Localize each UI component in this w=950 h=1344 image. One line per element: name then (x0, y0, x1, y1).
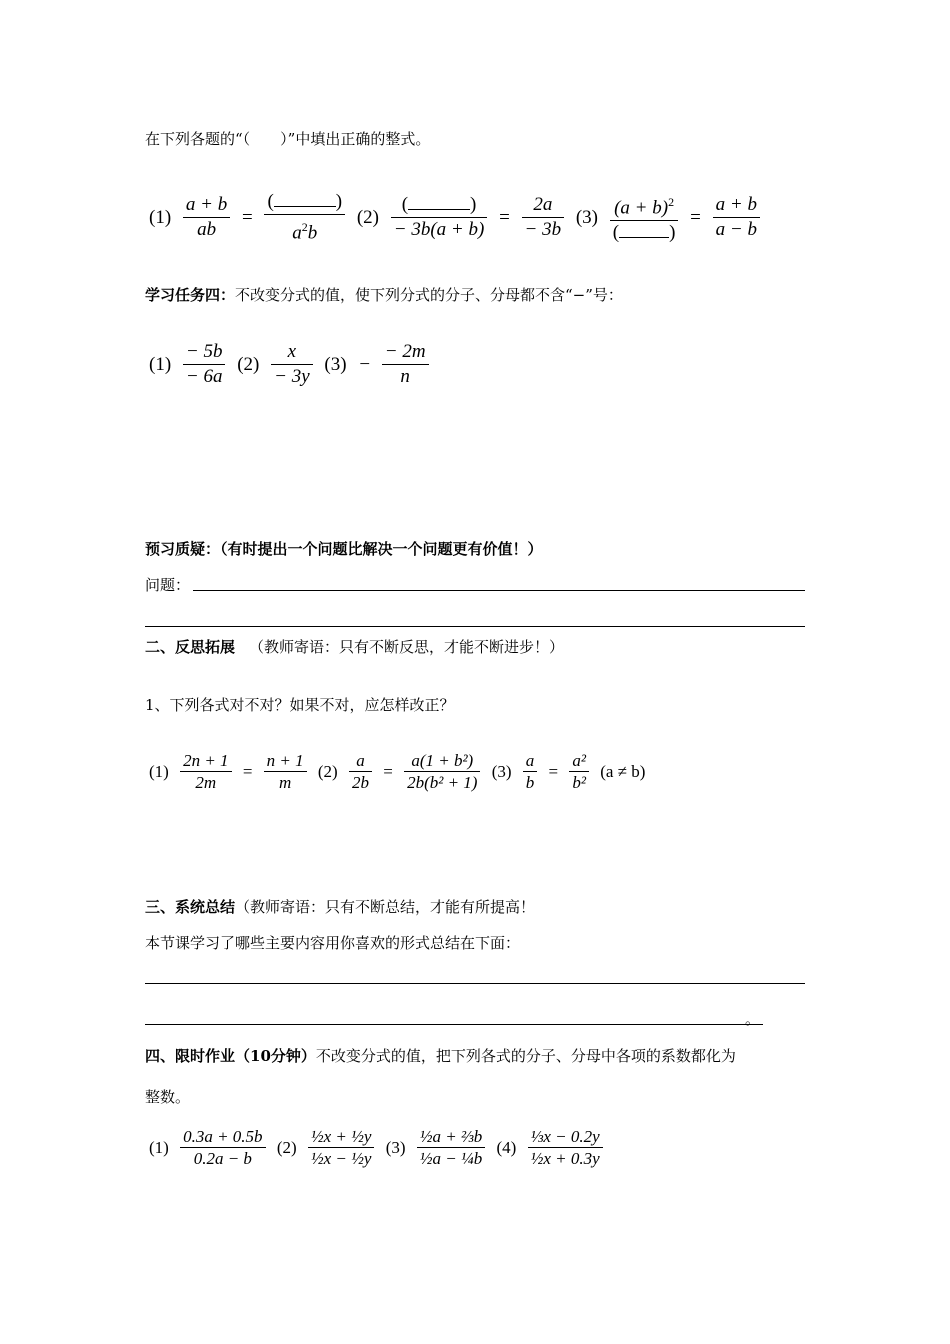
task-four-text: 不改变分式的值，使下列分式的分子、分母都不含“−”号： (235, 286, 623, 304)
homework-text-cont: 整数。 (145, 1088, 191, 1106)
fraction: $\frac{\text{a(1 + b²)}}{\text{2b(b² + 1)}}$ (404, 750, 480, 793)
reflection-heading (145, 636, 564, 657)
fraction: $\frac{- 5b}{- 6a}$ (183, 340, 226, 389)
item-label: (1) (149, 1137, 169, 1157)
fraction: $\frac{2n + 1}{2m}$ (180, 750, 231, 793)
reflection-title: 二、反思拓展 (145, 638, 236, 656)
homework-heading (145, 1045, 736, 1066)
equals-sign: = (241, 206, 253, 228)
preview-questions-title: 预习质疑：（有时提出一个问题比解决一个问题更有价值！） (145, 540, 543, 558)
fraction: $\frac{a + b}{ab}$ (183, 193, 230, 242)
condition: (a ≠ b) (600, 761, 646, 781)
fraction: $\frac{a}{2b}$ (349, 750, 372, 793)
fraction-with-blank: $\frac{( )}{- 3b(a + b)}$ (391, 193, 488, 242)
summary-heading (145, 896, 535, 917)
fraction-with-blank: $\frac{( )}{a^2b}$ (264, 190, 345, 245)
fraction: $\frac{0.3a + 0.5b}{0.2a - b}$ (180, 1126, 265, 1169)
fraction: $\frac{a}{b}$ (523, 750, 538, 793)
fraction: $\frac{\text{⅓x − 0.2y}}{\text{½x + 0.3y}}$ (528, 1126, 603, 1169)
item-label: (2) (276, 1137, 297, 1157)
fraction: $\frac{a + b}{a - b}$ (713, 193, 760, 242)
task-four-title: 学习任务四： (145, 286, 236, 304)
item-label: (3) (491, 761, 512, 781)
end-mark: 。 (745, 1010, 761, 1028)
answer-blank[interactable] (619, 223, 669, 238)
fraction: $\frac{x}{- 3y}$ (271, 340, 313, 389)
homework-title: 四、限时作业（10分钟） (145, 1047, 316, 1065)
item-label: (3) (324, 353, 347, 375)
equals-sign: = (548, 761, 559, 781)
item-label: (2) (237, 353, 260, 375)
equation-row-2 (145, 340, 432, 389)
task-four-heading (145, 284, 623, 305)
fraction: $\frac{\text{½a + ⅔b}}{\text{½a − ¼b}}$ (417, 1126, 485, 1169)
equals-sign: = (383, 761, 393, 781)
item-label: (1) (149, 353, 172, 375)
question-label: 问题： (145, 576, 191, 594)
item-label: (1) (149, 206, 172, 228)
summary-note: （教师寄语：只有不断总结，才能有所提高！ (235, 898, 536, 916)
fraction: $\frac{2a}{- 3b}$ (522, 193, 565, 242)
item-label: (1) (149, 761, 169, 781)
item-label: (3) (385, 1137, 406, 1157)
summary-title: 三、系统总结 (145, 898, 236, 916)
equation-row-1 (145, 190, 763, 245)
answer-blank[interactable] (274, 192, 336, 207)
fraction: $\frac{n + 1}{m}$ (264, 750, 307, 793)
fraction-with-blank: $\frac{(a + b)^2}{( )}$ (610, 190, 679, 245)
answer-line[interactable] (145, 626, 805, 627)
equation-row-4 (145, 1126, 606, 1169)
minus-sign: − (359, 353, 371, 375)
summary-instruction: 本节课学习了哪些主要内容用你喜欢的形式总结在下面： (145, 934, 521, 952)
answer-line[interactable] (193, 590, 805, 591)
item-label: (2) (356, 206, 380, 228)
item-label: (3) (575, 206, 599, 228)
fraction: $\frac{\text{½x + ½y}}{\text{½x − ½y}}$ (308, 1126, 375, 1169)
equation-row-3 (145, 750, 649, 793)
homework-text: 不改变分式的值，把下列各式的分子、分母中各项的系数都化为 (315, 1047, 736, 1065)
equals-sign: = (499, 206, 510, 228)
fraction: $\frac{\text{a²}}{\text{b²}}$ (569, 750, 589, 793)
answer-line[interactable] (145, 983, 805, 984)
equals-sign: = (690, 206, 701, 228)
item-label: (2) (317, 761, 338, 781)
answer-blank[interactable] (408, 195, 470, 210)
equals-sign: = (242, 761, 253, 781)
item-label: (4) (496, 1137, 517, 1157)
instruction-fill-blank: 在下列各题的“（ ）”中填出正确的整式。 (145, 130, 431, 148)
question-1: 1、下列各式对不对？如果不对，应怎样改正？ (145, 696, 455, 714)
answer-line[interactable] (145, 1024, 763, 1025)
reflection-note: （教师寄语：只有不断反思，才能不断进步！） (249, 638, 565, 656)
fraction: $\frac{- 2m}{n}$ (382, 340, 429, 389)
